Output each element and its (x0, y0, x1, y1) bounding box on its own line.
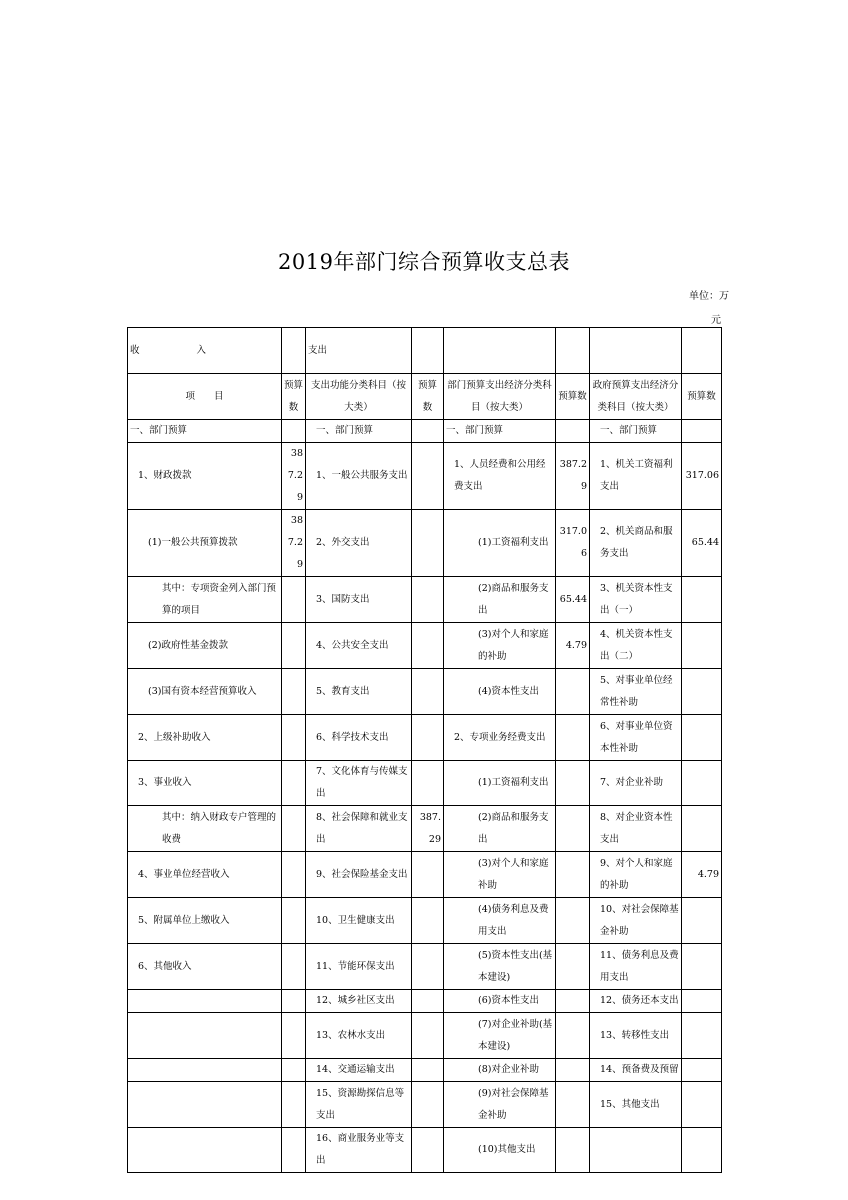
dept-econ-cell: (9)对社会保障基金补助 (444, 1082, 556, 1128)
gov-amount-cell (682, 806, 722, 852)
gov-econ-cell: 1、机关工资福利支出 (590, 443, 682, 510)
gov-econ-cell (590, 1128, 682, 1173)
gov-econ-header: 政府预算支出经济分类科目（按大类） (590, 374, 682, 420)
func-cat-cell: 一、部门预算 (306, 420, 412, 443)
table-row (128, 1013, 722, 1059)
func-cat-cell: 10、卫生健康支出 (306, 898, 412, 944)
dept-econ-cell: (1)工资福利支出 (444, 761, 556, 806)
dept-econ-cell: 2、专项业务经费支出 (444, 715, 556, 761)
gov-econ-cell: 15、其他支出 (590, 1082, 682, 1128)
func-cat-cell: 13、农林水支出 (306, 1013, 412, 1059)
income-item-cell: 一、部门预算 (128, 420, 282, 443)
dept-econ-cell: (3)对个人和家庭补助 (444, 852, 556, 898)
gov-econ-cell: 10、对社会保障基金补助 (590, 898, 682, 944)
dept-econ-cell: (5)资本性支出(基本建设) (444, 944, 556, 990)
amount-header: 预算数 (412, 374, 444, 420)
dept-econ-cell: (8)对企业补助 (444, 1059, 556, 1082)
table-row (128, 715, 722, 761)
gov-econ-cell: 11、债务利息及费用支出 (590, 944, 682, 990)
func-cat-cell: 11、节能环保支出 (306, 944, 412, 990)
func-cat-cell: 15、资源勘探信息等支出 (306, 1082, 412, 1128)
gov-amount-cell (682, 1013, 722, 1059)
func-amount-cell (412, 1128, 444, 1173)
gov-econ-cell: 5、对事业单位经常性补助 (590, 669, 682, 715)
func-cat-cell: 1、一般公共服务支出 (306, 443, 412, 510)
income-item-cell: 5、附属单位上缴收入 (128, 898, 282, 944)
table-row (128, 990, 722, 1013)
gov-econ-cell: 9、对个人和家庭的补助 (590, 852, 682, 898)
func-amount-cell (412, 1013, 444, 1059)
gov-amount-cell (682, 669, 722, 715)
income-amount-cell (282, 1059, 306, 1082)
income-amount-cell (282, 715, 306, 761)
dept-econ-cell: (1)工资福利支出 (444, 510, 556, 577)
table-row (128, 761, 722, 806)
income-item-cell (128, 990, 282, 1013)
table-row (128, 443, 722, 510)
gov-amount-cell: 4.79 (682, 852, 722, 898)
table-row (128, 1082, 722, 1128)
dept-amount-cell (556, 420, 590, 443)
dept-econ-cell: (2)商品和服务支出 (444, 577, 556, 623)
func-amount-cell (412, 669, 444, 715)
income-item-cell (128, 1082, 282, 1128)
income-item-cell: 6、其他收入 (128, 944, 282, 990)
gov-econ-cell: 6、对事业单位资本性补助 (590, 715, 682, 761)
dept-amount-cell (556, 852, 590, 898)
amount-header: 预算数 (682, 374, 722, 420)
func-amount-cell: 387.29 (412, 806, 444, 852)
income-amount-cell (282, 761, 306, 806)
dept-amount-cell (556, 1082, 590, 1128)
dept-econ-cell: (4)债务利息及费用支出 (444, 898, 556, 944)
income-item-cell (128, 1013, 282, 1059)
dept-amount-cell (556, 806, 590, 852)
dept-amount-cell (556, 990, 590, 1013)
gov-econ-cell: 13、转移性支出 (590, 1013, 682, 1059)
dept-amount-cell (556, 898, 590, 944)
dept-amount-cell (556, 1013, 590, 1059)
income-item-cell: 1、财政拨款 (128, 443, 282, 510)
income-item-cell: (3)国有资本经营预算收入 (128, 669, 282, 715)
income-item-cell: 其中：纳入财政专户管理的收费 (128, 806, 282, 852)
func-cat-cell: 7、文化体育与传媒支出 (306, 761, 412, 806)
gov-econ-cell: 7、对企业补助 (590, 761, 682, 806)
income-amount-cell (282, 990, 306, 1013)
income-item-cell: 其中：专项资金列入部门预算的项目 (128, 577, 282, 623)
income-item-cell (128, 1128, 282, 1173)
dept-econ-cell: (7)对企业补助(基本建设) (444, 1013, 556, 1059)
func-cat-cell: 6、科学技术支出 (306, 715, 412, 761)
func-amount-cell (412, 443, 444, 510)
income-amount-cell (282, 1082, 306, 1128)
dept-econ-cell: (2)商品和服务支出 (444, 806, 556, 852)
func-cat-cell: 9、社会保险基金支出 (306, 852, 412, 898)
table-row (128, 898, 722, 944)
gov-amount-cell: 317.06 (682, 443, 722, 510)
dept-amount-cell: 65.44 (556, 577, 590, 623)
func-amount-cell (412, 898, 444, 944)
func-amount-cell (412, 1082, 444, 1128)
income-amount-cell (282, 806, 306, 852)
dept-amount-cell (556, 761, 590, 806)
gov-amount-cell (682, 577, 722, 623)
income-amount-cell (282, 577, 306, 623)
dept-econ-cell: 1、人员经费和公用经费支出 (444, 443, 556, 510)
page-title: 2019年部门综合预算收支总表 (278, 250, 570, 274)
table-row (128, 944, 722, 990)
func-amount-cell (412, 715, 444, 761)
dept-amount-cell (556, 669, 590, 715)
table-row (128, 1059, 722, 1082)
gov-amount-cell (682, 944, 722, 990)
func-cat-cell: 2、外交支出 (306, 510, 412, 577)
budget-table (127, 327, 722, 1173)
income-amount-cell: 387.29 (282, 443, 306, 510)
income-item-cell: 2、上级补助收入 (128, 715, 282, 761)
dept-econ-cell: (10)其他支出 (444, 1128, 556, 1173)
income-amount-cell (282, 1128, 306, 1173)
func-amount-cell (412, 510, 444, 577)
func-amount-cell (412, 577, 444, 623)
income-header: 收 入 (128, 328, 282, 374)
func-amount-cell (412, 623, 444, 669)
gov-amount-cell (682, 715, 722, 761)
income-item-cell (128, 1059, 282, 1082)
func-amount-cell (412, 420, 444, 443)
dept-econ-cell: (6)资本性支出 (444, 990, 556, 1013)
func-amount-cell (412, 761, 444, 806)
func-cat-cell: 5、教育支出 (306, 669, 412, 715)
func-cat-cell: 14、交通运输支出 (306, 1059, 412, 1082)
gov-econ-cell: 14、预备费及预留 (590, 1059, 682, 1082)
income-item-cell: 4、事业单位经营收入 (128, 852, 282, 898)
gov-amount-cell: 65.44 (682, 510, 722, 577)
table-row (128, 623, 722, 669)
income-amount-cell: 387.29 (282, 510, 306, 577)
gov-econ-cell: 一、部门预算 (590, 420, 682, 443)
income-item-cell: (1)一般公共预算拨款 (128, 510, 282, 577)
income-amount-cell (282, 898, 306, 944)
func-cat-cell: 3、国防支出 (306, 577, 412, 623)
gov-amount-cell (682, 623, 722, 669)
gov-amount-cell (682, 1128, 722, 1173)
amount-header: 预算数 (556, 374, 590, 420)
income-item-cell: 3、事业收入 (128, 761, 282, 806)
dept-amount-cell: 317.06 (556, 510, 590, 577)
dept-econ-cell: 一、部门预算 (444, 420, 556, 443)
dept-amount-cell: 4.79 (556, 623, 590, 669)
income-amount-cell (282, 852, 306, 898)
dept-amount-cell (556, 944, 590, 990)
dept-amount-cell: 387.29 (556, 443, 590, 510)
table-row (128, 420, 722, 443)
gov-econ-cell: 3、机关资本性支出（一） (590, 577, 682, 623)
item-header: 项 目 (128, 374, 282, 420)
gov-econ-cell: 8、对企业资本性支出 (590, 806, 682, 852)
gov-amount-cell (682, 898, 722, 944)
dept-amount-cell (556, 1128, 590, 1173)
gov-econ-cell: 12、债务还本支出 (590, 990, 682, 1013)
func-cat-cell: 4、公共安全支出 (306, 623, 412, 669)
amount-header: 预算数 (282, 374, 306, 420)
table-row (128, 577, 722, 623)
gov-econ-cell: 4、机关资本性支出（二） (590, 623, 682, 669)
func-cat-cell: 16、商业服务业等支出 (306, 1128, 412, 1173)
func-cat-cell: 12、城乡社区支出 (306, 990, 412, 1013)
dept-econ-cell: (4)资本性支出 (444, 669, 556, 715)
func-amount-cell (412, 1059, 444, 1082)
dept-amount-cell (556, 1059, 590, 1082)
table-row (128, 852, 722, 898)
func-amount-cell (412, 990, 444, 1013)
table-row (128, 806, 722, 852)
income-amount-cell (282, 944, 306, 990)
table-row (128, 669, 722, 715)
income-amount-cell (282, 1013, 306, 1059)
gov-econ-cell: 2、机关商品和服务支出 (590, 510, 682, 577)
gov-amount-cell (682, 420, 722, 443)
func-cat-header: 支出功能分类科目（按大类） (306, 374, 412, 420)
income-amount-cell (282, 420, 306, 443)
income-amount-cell (282, 623, 306, 669)
func-cat-cell: 8、社会保障和就业支出 (306, 806, 412, 852)
dept-econ-cell: (3)对个人和家庭的补助 (444, 623, 556, 669)
func-amount-cell (412, 944, 444, 990)
income-amount-cell (282, 669, 306, 715)
expense-header: 支出 (306, 328, 412, 374)
dept-amount-cell (556, 715, 590, 761)
table-row (128, 1128, 722, 1173)
income-item-cell: (2)政府性基金拨款 (128, 623, 282, 669)
gov-amount-cell (682, 1059, 722, 1082)
func-amount-cell (412, 852, 444, 898)
gov-amount-cell (682, 1082, 722, 1128)
unit-label: 单位：万 (689, 291, 729, 302)
gov-amount-cell (682, 990, 722, 1013)
unit-label-cont: 元 (711, 315, 721, 326)
dept-econ-header: 部门预算支出经济分类科目（按大类） (444, 374, 556, 420)
gov-amount-cell (682, 761, 722, 806)
table-row (128, 510, 722, 577)
